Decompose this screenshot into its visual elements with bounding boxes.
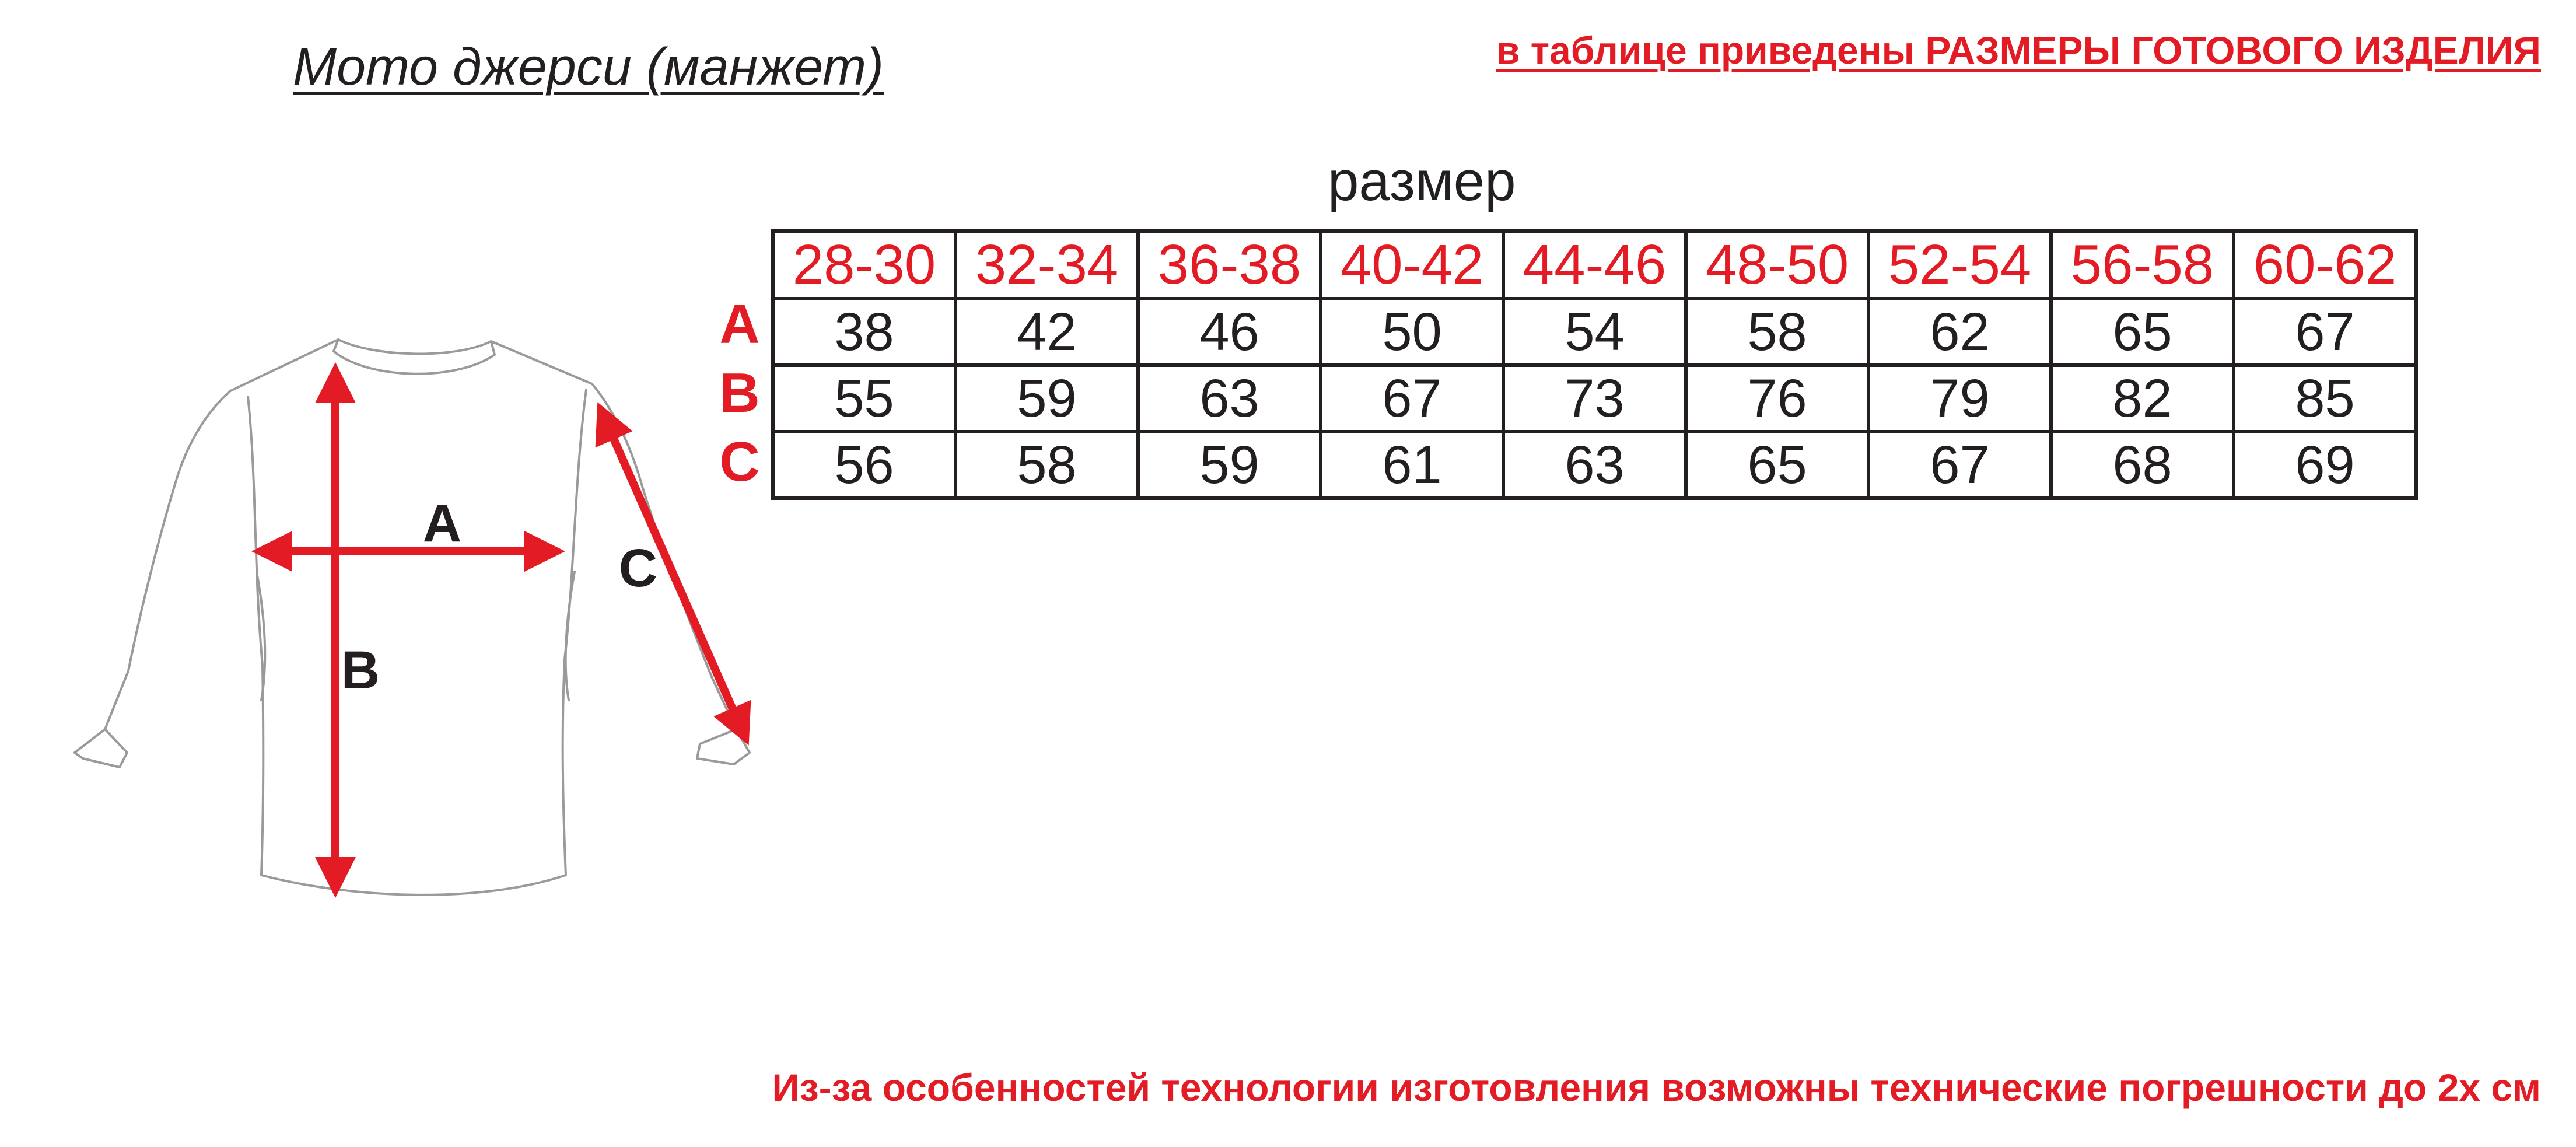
size-header-cell: 40-42: [1321, 231, 1503, 299]
table-cell: 38: [773, 299, 956, 365]
table-cell: 67: [2234, 299, 2416, 365]
row-label-a: A: [719, 293, 760, 355]
row-label-b: B: [719, 362, 760, 424]
size-header-cell: 32-34: [956, 231, 1138, 299]
table-cell: 59: [1138, 432, 1321, 498]
table-cell: 59: [956, 365, 1138, 432]
table-cell: 58: [1686, 299, 1868, 365]
jersey-outline: [75, 340, 750, 895]
size-header-cell: 48-50: [1686, 231, 1868, 299]
table-cell: 79: [1868, 365, 2051, 432]
size-header-cell: 36-38: [1138, 231, 1321, 299]
finished-size-note: в таблице приведены РАЗМЕРЫ ГОТОВОГО ИЗДЕЛИЯ: [1496, 29, 2541, 72]
size-header-cell: 28-30: [773, 231, 956, 299]
table-cell: 50: [1321, 299, 1503, 365]
table-cell: 61: [1321, 432, 1503, 498]
table-cell: 58: [956, 432, 1138, 498]
table-cell: 65: [2051, 299, 2234, 365]
size-caption: размер: [1328, 150, 1516, 212]
table-cell: 46: [1138, 299, 1321, 365]
table-cell: 42: [956, 299, 1138, 365]
table-cell: 73: [1503, 365, 1686, 432]
size-header-cell: 56-58: [2051, 231, 2234, 299]
table-cell: 55: [773, 365, 956, 432]
row-label-c: C: [719, 431, 760, 493]
table-cell: 76: [1686, 365, 1868, 432]
table-cell: 65: [1686, 432, 1868, 498]
label-b: B: [341, 641, 380, 700]
table-cell: 67: [1321, 365, 1503, 432]
table-cell: 68: [2051, 432, 2234, 498]
table-cell: 67: [1868, 432, 2051, 498]
table-cell: 69: [2234, 432, 2416, 498]
dimension-arrows: [260, 370, 746, 890]
size-header-cell: 44-46: [1503, 231, 1686, 299]
table-cell: 85: [2234, 365, 2416, 432]
table-cell: 63: [1503, 432, 1686, 498]
size-header-cell: 60-62: [2234, 231, 2416, 299]
label-a: A: [422, 494, 462, 553]
page-title: Мото джерси (манжет): [293, 38, 884, 96]
table-cell: 62: [1868, 299, 2051, 365]
table-cell: 63: [1138, 365, 1321, 432]
table-cell: 56: [773, 432, 956, 498]
tolerance-note: Из-за особенностей технологии изготовления возможны технические погрешности до 2х см: [772, 1066, 2541, 1109]
label-c: C: [618, 538, 658, 598]
table-cell: 54: [1503, 299, 1686, 365]
table-cell: 82: [2051, 365, 2234, 432]
size-header-cell: 52-54: [1868, 231, 2051, 299]
